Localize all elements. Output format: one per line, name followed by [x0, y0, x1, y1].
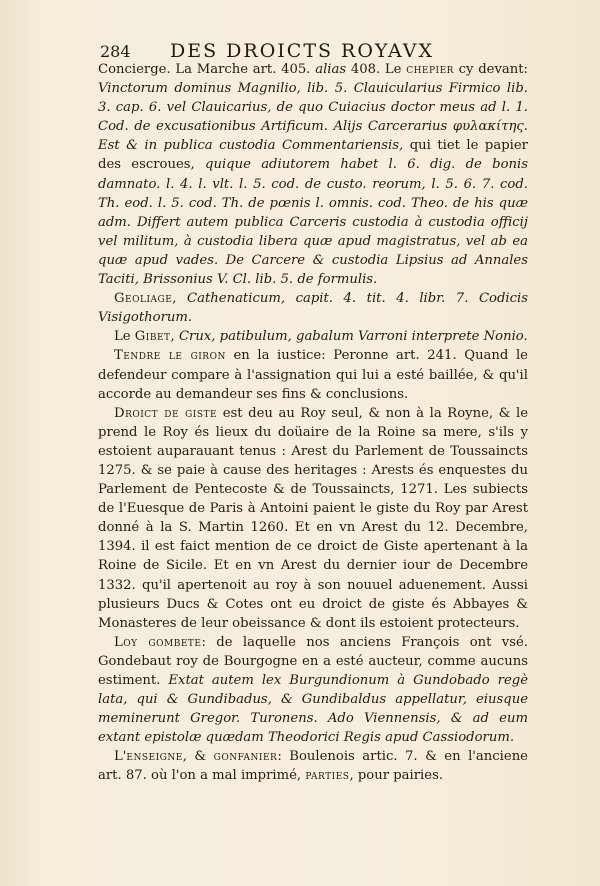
smallcaps-term: Gibet — [134, 329, 171, 345]
text-run: qui tiet le papier des escroues, — [98, 138, 528, 173]
text-run: Le — [114, 329, 135, 345]
text-run: en la iustice: Peronne art. 241. Quand le defendeur compare à l'assignation qui lui a esté baillée, & qu'il accorde au demandeur ses fins & conclusions. — [98, 348, 528, 402]
italic-text: alias — [315, 62, 347, 77]
smallcaps-term: Loy gombete — [114, 634, 202, 650]
smallcaps-term: gonfanier — [213, 749, 278, 765]
italic-text: Cathenaticum, capit. 4. tit. 4. libr. 7. Codicis Visigothorum. — [98, 291, 528, 326]
smallcaps-term: Droict de giste — [114, 405, 218, 421]
smallcaps-term: Geoliage — [114, 291, 173, 307]
italic-text: Vinctorum dominus Magnilio, lib. 5. Clauicularius Firmico lib. 3. cap. 6. vel Clauicarius, de quo Cuiacius doctor meus ad l. 1. Cod. de excusationibus Artificum. Alijs Carcerarius φυλακίτης. Est & in publica custodia Commentariensis, — [98, 81, 528, 154]
running-title: DES DROICTS ROYAVX — [170, 40, 435, 62]
text-run: : de laquelle nos anciens François ont vsé. Gondebaut roy de Bourgogne en a esté aucteur, comme aucuns estiment. — [98, 634, 529, 688]
text-run: est deu au Roy seul, & non à la Royne, & le prend le Roy és lieux du doüaire de la Roine sa mere, s'ils y estoient auparauant tenus : Arest du Parlement de Toussaincts 1275. & se paie à cause des heritages : Arests és enquestes du Parlement de Pentecoste & de Toussaincts, 1271. Les subiects de l'Euesque de Paris à Antoini paient le giste du Roy par Arest donné à la S. Martin 1260. Et en vn Arest du 12. Decembre, 1394. il est faict mention de ce droict de Giste apertenant à la Roine de Sicile. Et en vn Arest du dernier iour de Decembre 1332. qu'il apertenoit au roy à son nouuel aduenement. Aussi plusieurs Ducs & Cotes ont eu droict de giste és Abbayes & Monasteres de leur obeissance & dont ils estoient protecteurs. — [98, 405, 528, 631]
text-run: , & — [182, 749, 214, 765]
paragraph — [98, 747, 528, 785]
smallcaps-term: chepier — [406, 62, 454, 77]
paragraph — [98, 327, 528, 346]
paragraph — [98, 633, 528, 748]
paragraph — [98, 346, 528, 403]
smallcaps-term: Tendre le giron — [114, 348, 226, 364]
text-run: , pour pairies. — [349, 768, 444, 784]
text-run: cy devant: — [453, 62, 528, 77]
paragraph — [98, 289, 528, 327]
smallcaps-term: enseigne — [126, 749, 183, 765]
paragraph — [98, 404, 528, 633]
text-run: , — [172, 291, 188, 307]
text-run: , — [170, 329, 179, 345]
italic-text: Crux, patibulum, gabalum Varroni interprete Nonio. — [178, 329, 528, 345]
italic-text: quique adiutorem habet l. 6. dig. de bonis damnato. l. 4. l. vlt. l. 5. cod. de custo. reorum, l. 5. 6. 7. cod. Th. eod. l. 5. cod. Th. de pœnis l. omnis. cod. Theo. de his quæ adm. Differt autem publica Carceris custodia à custodia officij vel militum, à custodia libera quæ apud magistratus, vel ab ea quæ apud vades. De Carcere & custodia Lipsius ad Annales Taciti, Brissonius V. Cl. lib. 5. de formulis. — [98, 157, 528, 288]
smallcaps-term: parties — [305, 768, 350, 784]
paragraph — [98, 60, 528, 289]
text-body — [98, 60, 528, 786]
text-run: : Boulenois artic. 7. & en l'anciene art. 87. où l'on a mal imprimé, — [98, 749, 528, 784]
text-run: 408. Le — [346, 62, 407, 77]
text-run: L' — [114, 749, 127, 765]
page-header — [100, 40, 530, 62]
text-run: Concierge. La Marche art. 405. — [98, 62, 316, 77]
page-number: 284 — [100, 42, 131, 61]
italic-text: Extat autem lex Burgundionum à Gundobado regè lata, qui & Gundibadus, & Gundibaldus appellatur, eiusque meminerunt Gregor. Turonens. Ado Viennensis, & ad eum extant epistolæ quædam Theodorici Regis apud Cassiodorum. — [98, 673, 529, 746]
